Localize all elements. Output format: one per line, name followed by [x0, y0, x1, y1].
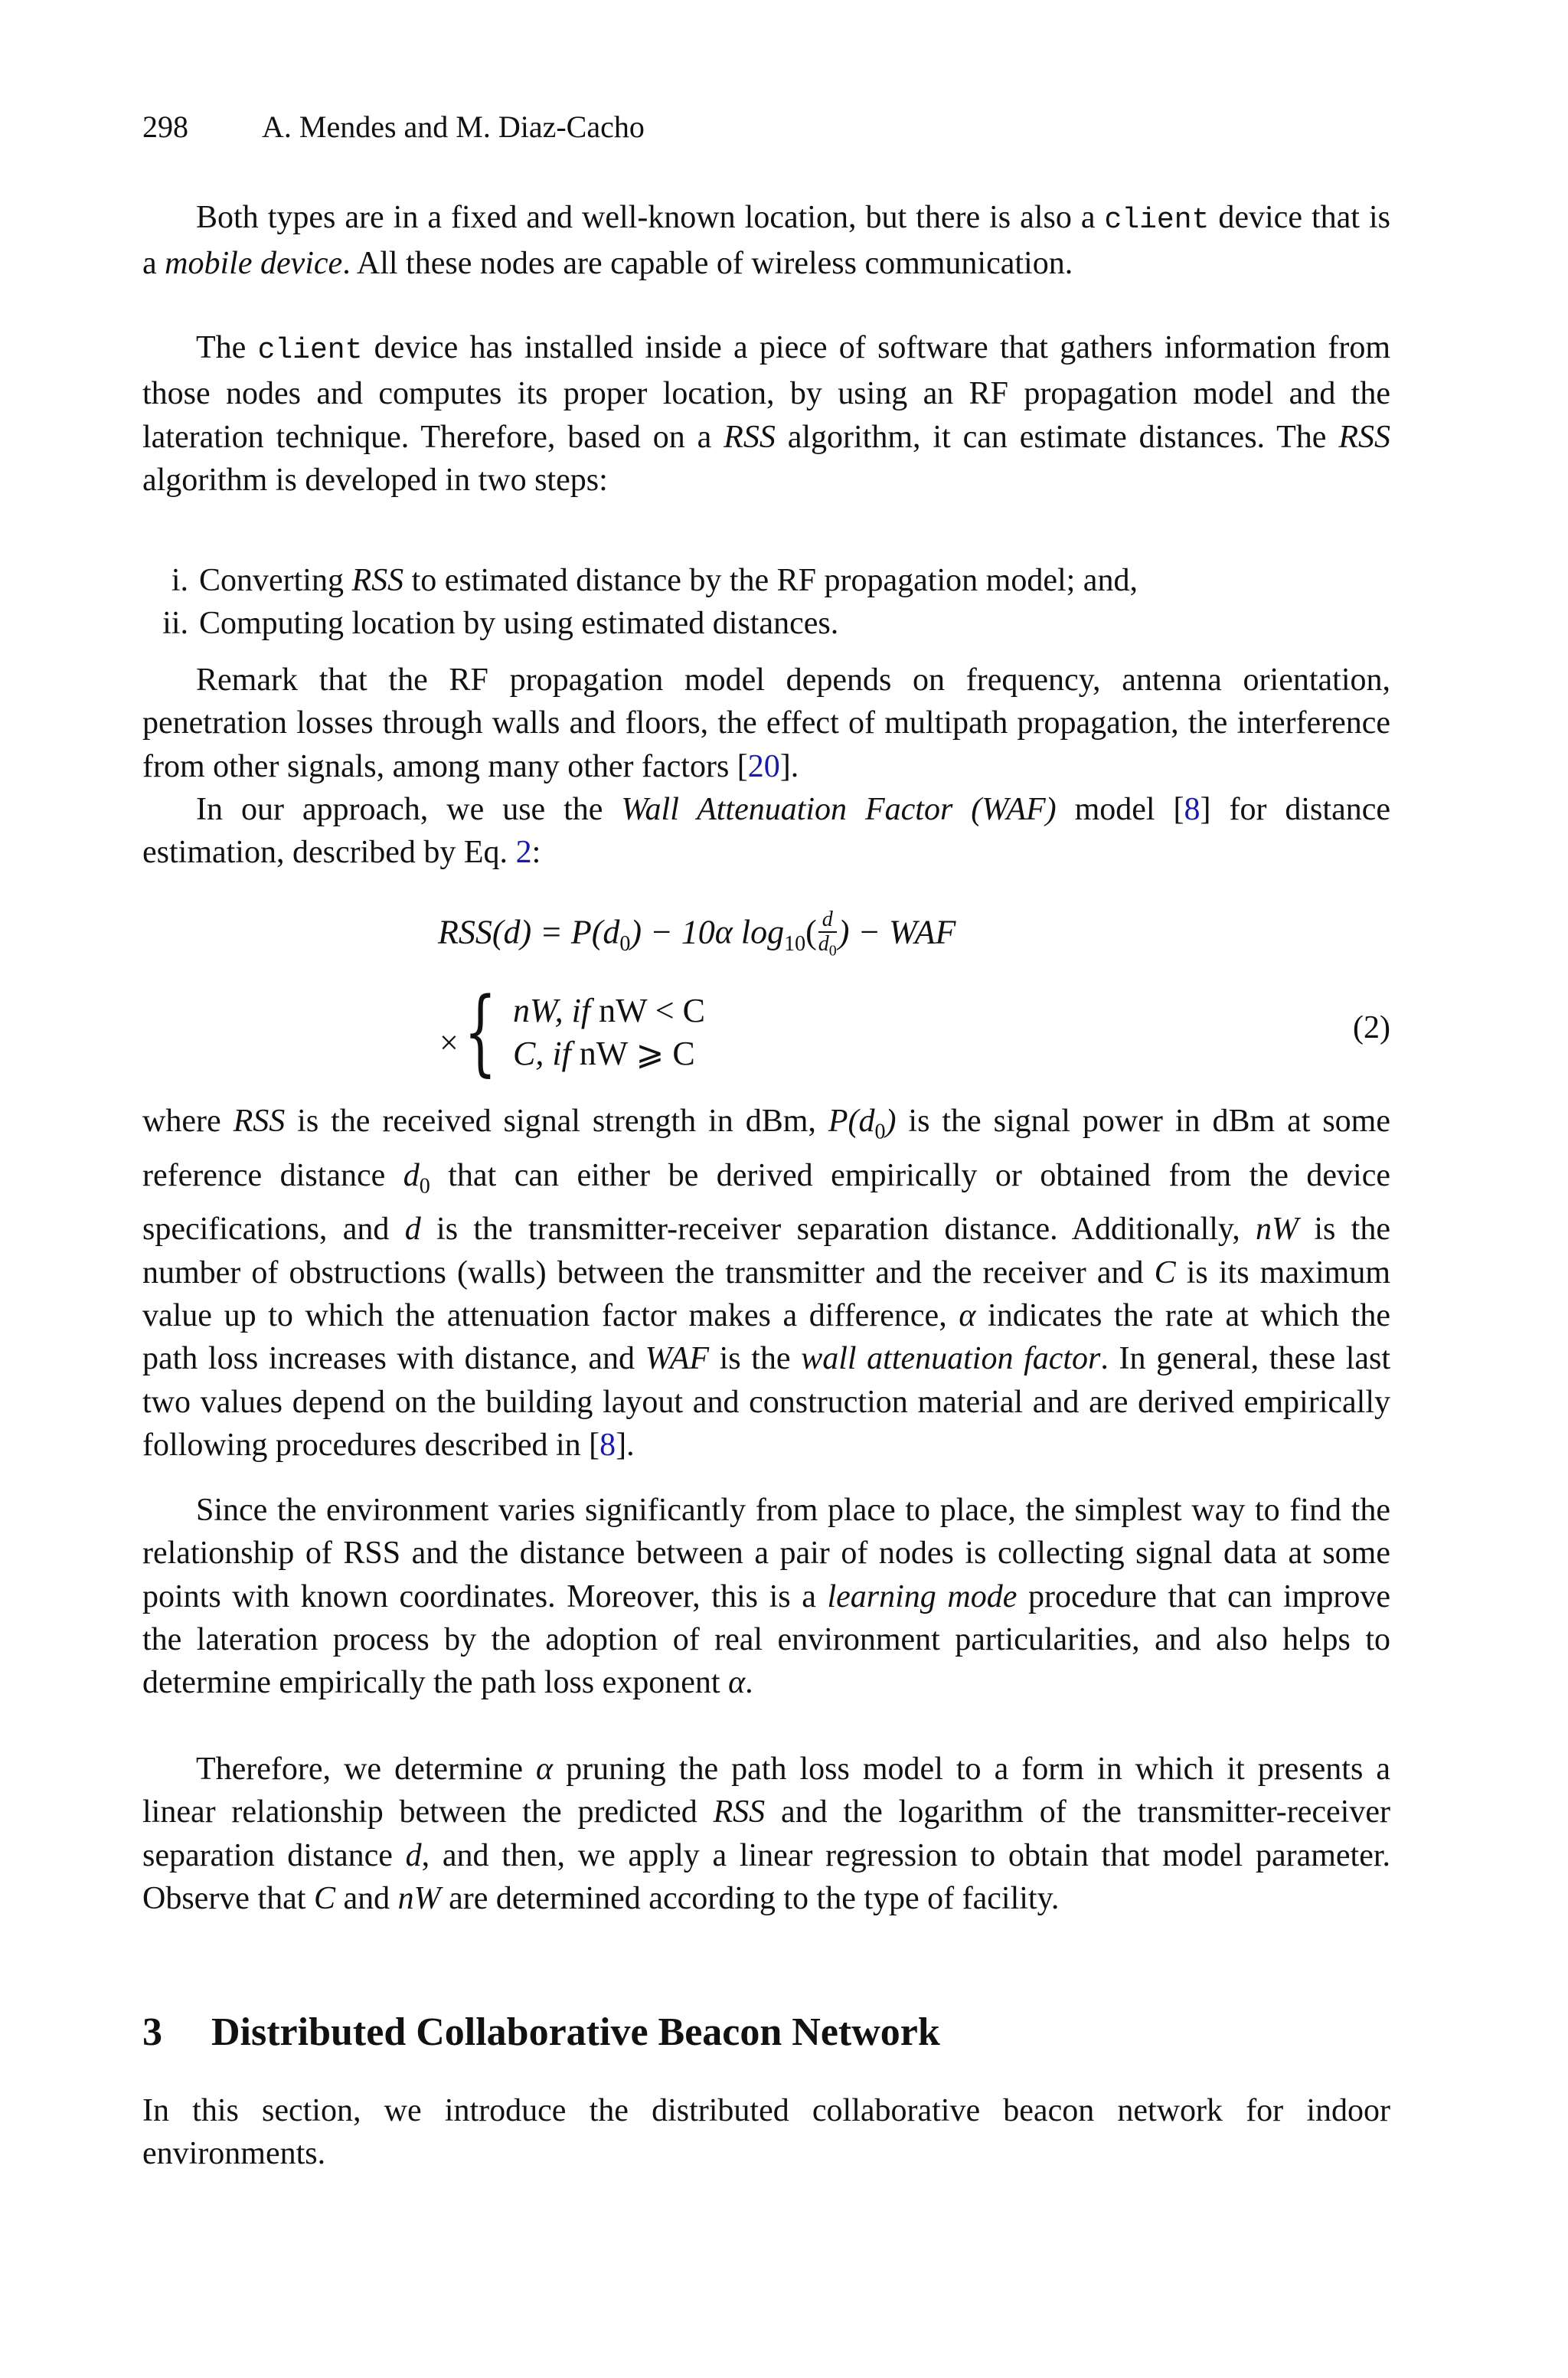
- text-run: Converting: [199, 563, 352, 598]
- eq-subscript: 0: [619, 932, 631, 957]
- text-run: In our approach, we use the: [196, 792, 622, 827]
- math-symbol: d: [404, 1212, 421, 1248]
- text-run: .: [745, 1665, 753, 1701]
- section-title: Distributed Collaborative Beacon Network: [211, 2010, 940, 2054]
- emphasis: wall attenuation factor: [801, 1341, 1101, 1377]
- text-run: ] for distance estimation, described by Eq.: [142, 792, 1390, 871]
- text-run: is the number of obstructions (walls) between the transmitter and the receiver and: [142, 1212, 1390, 1290]
- text-run: , and then, we apply a linear regression to obtain that model parameter. Observe that: [142, 1837, 1391, 1916]
- text-run: Therefore, we determine: [196, 1752, 537, 1787]
- text-run: and the logarithm of the transmitter-receiver separation distance: [142, 1794, 1390, 1873]
- list-number: ii.: [162, 606, 188, 642]
- running-head: [142, 106, 645, 149]
- eq-subscript: 0: [874, 1120, 886, 1144]
- text-run: Computing location by using estimated distances.: [199, 606, 839, 642]
- text-run: The: [196, 330, 258, 365]
- text-run: pruning the path loss model to a form in which it presents a linear relationship between the predicted: [142, 1752, 1390, 1830]
- eq-subscript: 0: [419, 1174, 430, 1199]
- paragraph-propagation-remark: [142, 659, 1390, 788]
- page-number: 298: [142, 110, 188, 144]
- math-symbol: RSS: [713, 1794, 766, 1830]
- math-symbol: α: [728, 1665, 746, 1701]
- emphasis: RSS: [724, 419, 776, 455]
- fraction-numerator: d: [818, 908, 837, 933]
- text-run: is the signal power in dBm at some reference distance: [142, 1104, 1390, 1193]
- text-run: indicates the rate at which the path loss increases with distance, and: [142, 1297, 1390, 1377]
- math-symbol: P(d: [828, 1104, 875, 1139]
- eq-fraction: [818, 908, 837, 963]
- math-symbol: ): [885, 1104, 897, 1139]
- math-symbol: C: [1154, 1254, 1176, 1290]
- eq-subscript: 10: [784, 932, 806, 957]
- section-heading: [142, 2008, 940, 2057]
- text-run: ].: [616, 1427, 635, 1463]
- paragraph-waf-intro: [142, 788, 1390, 875]
- text-run: algorithm, it can estimate distances. The: [775, 419, 1339, 455]
- code-client: client: [257, 334, 363, 367]
- math-symbol: d: [405, 1837, 422, 1873]
- text-run: to estimated distance by the RF propagation model; and,: [403, 563, 1138, 598]
- emphasis: Wall Attenuation Factor (WAF): [621, 792, 1057, 827]
- math-symbol: RSS: [233, 1104, 286, 1139]
- math-symbol: nW: [1256, 1212, 1299, 1248]
- section-number: 3: [142, 2010, 162, 2054]
- paragraph-client-software: [142, 326, 1390, 502]
- text-run: is the: [709, 1341, 802, 1377]
- text-run: and: [335, 1880, 398, 1916]
- text-run: Since the environment varies significantly from place to place, the simplest way to find the relationship of RSS and the distance between a pair of nodes is collecting signal data at some points with known coordinates. Moreover, this is a: [142, 1493, 1390, 1614]
- paragraph-learning-mode: [142, 1489, 1390, 1704]
- list-number: i.: [171, 563, 188, 598]
- equation-link[interactable]: 2: [515, 835, 532, 871]
- text-run: . In general, these last two values depend on the building layout and construction material and are derived empirically following procedures described in [: [142, 1341, 1391, 1463]
- text-run: is its maximum value up to which the attenuation factor makes a difference,: [142, 1254, 1390, 1333]
- equation-number: (2): [1353, 1010, 1390, 1045]
- eq-term: ) − 10α log: [630, 913, 785, 951]
- citation-link[interactable]: 8: [599, 1427, 616, 1463]
- eq-term: d: [818, 932, 829, 956]
- code-client: client: [1104, 204, 1210, 237]
- list-item: [142, 602, 1390, 645]
- eq-case-2: [513, 1034, 695, 1073]
- eq-condition: nW ⩾ C: [570, 1035, 695, 1072]
- math-symbol: α: [536, 1752, 554, 1787]
- text-run: that can either be derived empirically or obtained from the device specifications, and: [142, 1157, 1391, 1248]
- eq-term: ) − WAF: [838, 913, 956, 951]
- fraction-denominator: [818, 933, 837, 963]
- text-run: Both types are in a fixed and well-known location, but there is also a: [196, 200, 1105, 235]
- steps-list: [142, 559, 1390, 646]
- paragraph-section-intro: In this section, we introduce the distributed collaborative beacon network for indoor environments.: [142, 2093, 1390, 2172]
- math-symbol: nW: [397, 1880, 441, 1916]
- text-run: is the received signal strength in dBm,: [285, 1104, 828, 1139]
- text-run: device has installed inside a piece of software that gathers information from those nodes and computes its proper location, by using an RF propagation model and the lateration technique. Therefore, based on a: [142, 330, 1390, 455]
- text-run: are determined according to the type of facility.: [440, 1880, 1060, 1916]
- emphasis: learning mode: [827, 1578, 1018, 1614]
- emphasis: RSS: [351, 563, 404, 598]
- paragraph-symbol-definitions: [142, 1100, 1390, 1467]
- text-run: model [: [1056, 792, 1184, 827]
- paragraph-node-types: [142, 196, 1390, 286]
- math-symbol: d: [403, 1157, 420, 1193]
- running-head-authors: A. Mendes and M. Diaz-Cacho: [262, 110, 645, 144]
- text-run: ].: [779, 748, 799, 784]
- equation-2: [142, 908, 1390, 1107]
- math-symbol: α: [959, 1297, 976, 1333]
- text-run: . All these nodes are capable of wireless communication.: [342, 246, 1073, 282]
- eq-term: C, if: [513, 1035, 571, 1072]
- eq-term: nW, if: [513, 992, 591, 1029]
- equation-line-1: [438, 908, 956, 963]
- eq-term: RSS(d) = P(d: [438, 913, 620, 951]
- paragraph-regression: [142, 1748, 1390, 1920]
- text-run: procedure that can improve the lateration process by the adoption of real environment particularities, and also helps to determine empirically the path loss exponent: [142, 1578, 1390, 1701]
- emphasis: RSS: [1338, 419, 1390, 455]
- list-item: [142, 559, 1390, 602]
- eq-subscript: 0: [828, 942, 837, 960]
- text-run: algorithm is developed in two steps:: [142, 462, 608, 498]
- math-symbol: C: [313, 1880, 335, 1916]
- math-symbol: WAF: [645, 1341, 710, 1377]
- text-run: where: [142, 1104, 234, 1139]
- eq-left-brace: {: [464, 977, 497, 1086]
- citation-link[interactable]: 8: [1184, 792, 1200, 827]
- eq-case-1: [513, 991, 705, 1030]
- citation-link[interactable]: 20: [747, 748, 780, 784]
- text-run: is the transmitter-receiver separation distance. Additionally,: [420, 1212, 1256, 1248]
- text-run: Remark that the RF propagation model depends on frequency, antenna orientation, penetration losses through walls and floors, the effect of multipath propagation, the interference from other signals, among many other factors [: [142, 662, 1390, 784]
- eq-condition: nW < C: [590, 992, 705, 1029]
- emphasis: mobile device: [165, 246, 343, 282]
- text-run: :: [531, 835, 541, 871]
- text-run: device that is a: [142, 200, 1390, 282]
- eq-paren: (: [805, 913, 817, 951]
- eq-times-sign: ×: [439, 1024, 459, 1061]
